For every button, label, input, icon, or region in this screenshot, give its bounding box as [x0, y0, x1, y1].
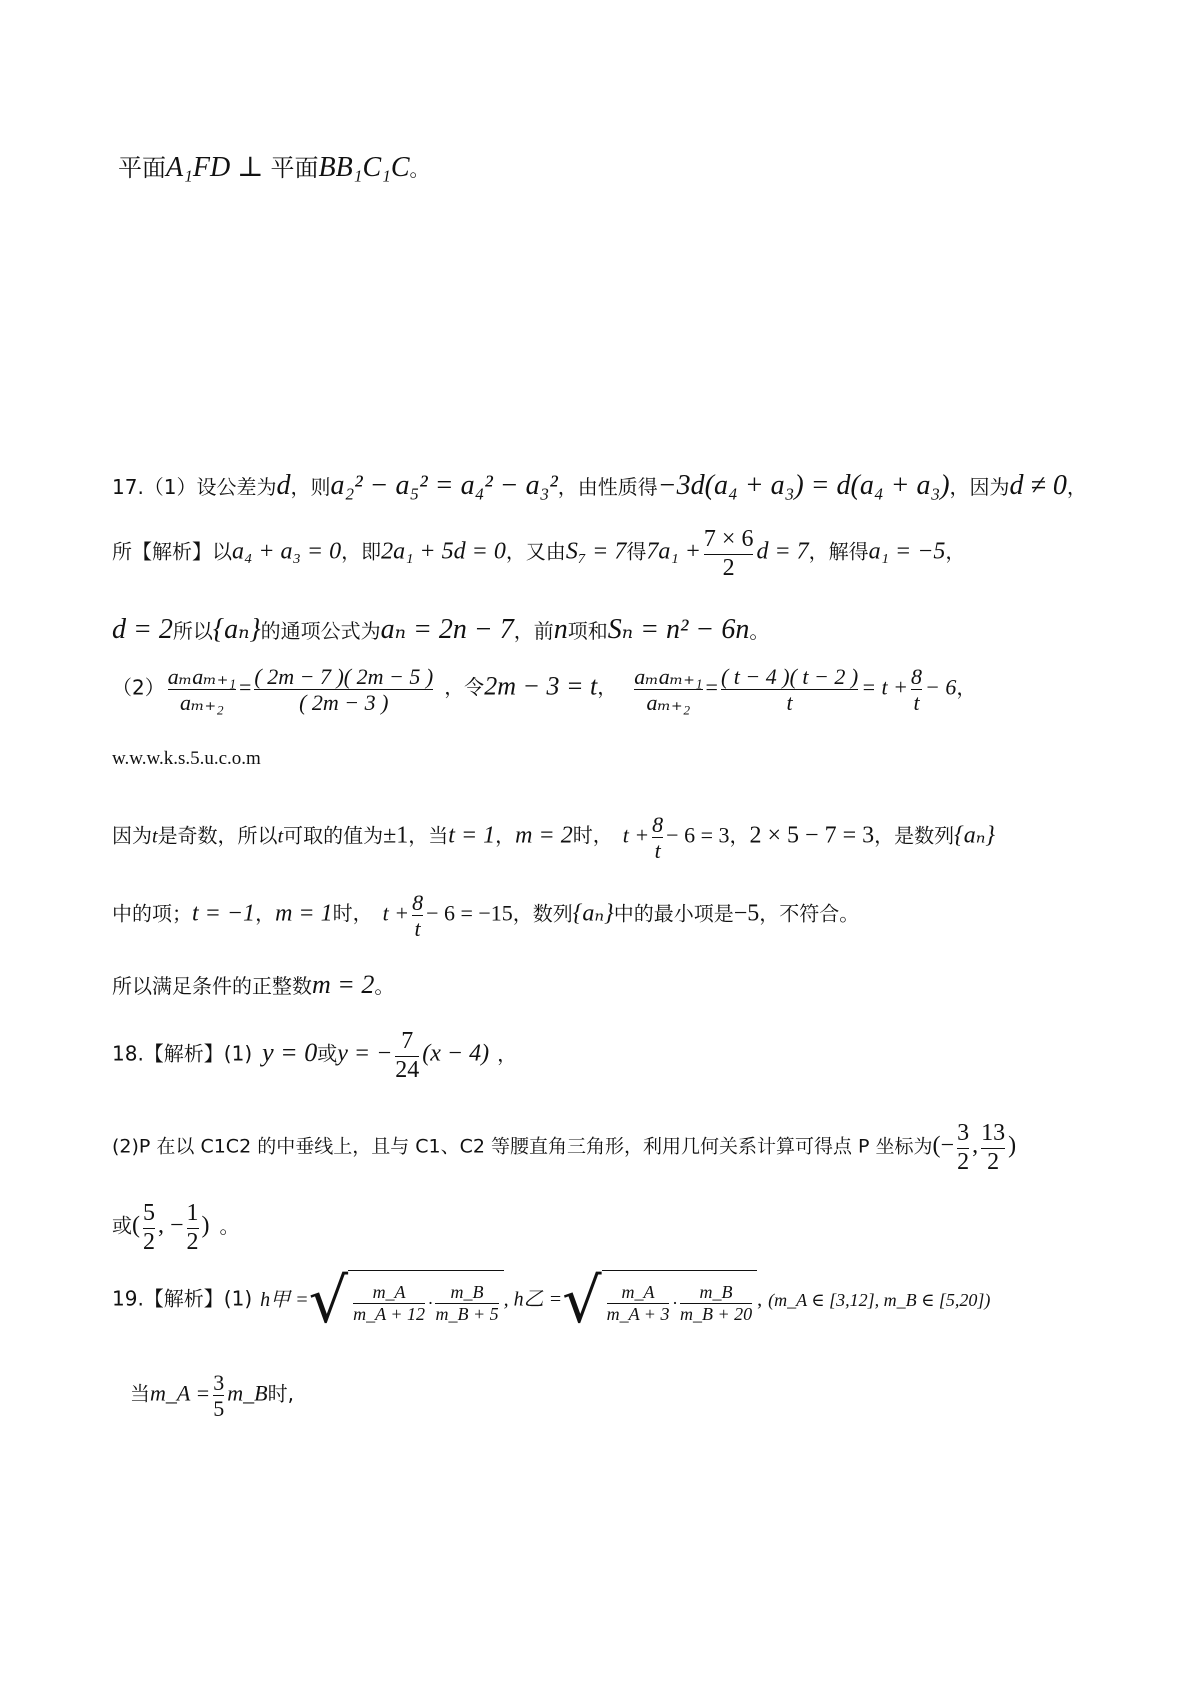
p17-line-2 [112, 526, 965, 582]
p17-line-4 [112, 664, 976, 716]
text: ，前 [513, 619, 554, 643]
math-expr: m = 2 [312, 970, 375, 999]
text: ，则 [290, 475, 331, 499]
text: ，因为 [949, 475, 1010, 499]
math-expr: d = 7 [756, 538, 809, 565]
equals-sign: = [705, 674, 718, 700]
text: 可取的值为 [283, 823, 384, 848]
text: ，是数列 [874, 823, 955, 848]
fraction-numerator: 8 [412, 890, 424, 915]
fraction-denominator: ( 2m − 3 ) [254, 689, 433, 715]
fraction [957, 1120, 969, 1176]
radical-sign: √ [562, 1264, 602, 1337]
p17-line-8 [112, 970, 394, 1000]
math-expr: m = 1 [275, 900, 333, 927]
fraction-numerator: m_B [699, 1282, 733, 1303]
text: 中的项； [112, 901, 192, 926]
fraction-numerator: 5 [143, 1200, 155, 1226]
text: 因为 [112, 823, 152, 848]
text: 或 [112, 1213, 132, 1238]
text: 。 [749, 619, 770, 643]
fraction-denominator: 2 [143, 1228, 155, 1255]
math-expr: m_B [227, 1380, 268, 1406]
fraction [634, 664, 702, 716]
text: ，解得 [808, 539, 869, 564]
fraction [435, 1282, 498, 1324]
fraction-numerator: 8 [652, 812, 664, 837]
math-expr: m_A = [150, 1380, 211, 1406]
fraction-denominator: aₘ₊₂ [634, 689, 702, 715]
fraction-denominator: t [721, 689, 858, 715]
math-expr: h甲 = [260, 1288, 309, 1311]
p18-line-1 [112, 1028, 517, 1084]
text: 项和 [567, 619, 608, 643]
math-expr: (x − 4) [422, 1040, 490, 1067]
text: 平面 [118, 154, 166, 182]
text: ， [497, 1041, 518, 1066]
math-expr: d = 2 [112, 614, 173, 645]
math-expr: , h乙 = [503, 1288, 563, 1311]
math-expr: 2m − 3 = t [484, 671, 598, 701]
math-expr: 7a₁ + [646, 538, 701, 565]
fraction [911, 664, 922, 716]
math-expr: t + [382, 900, 410, 926]
math-expr: t = −1 [192, 900, 256, 927]
math-expr: {aₙ} [212, 614, 261, 645]
fraction-numerator: m_B [450, 1282, 484, 1303]
text: ，当 [408, 823, 449, 848]
math-expr: 2a₁ + 5d = 0 [381, 538, 506, 565]
fraction [168, 664, 236, 716]
fraction [395, 1028, 419, 1084]
math-expr: S₇ = 7 [565, 538, 627, 565]
fraction-numerator: ( t − 4 )( t − 2 ) [720, 664, 859, 689]
text: ，由性质得 [557, 475, 658, 499]
math-expr: −5 [733, 900, 760, 927]
math-expr: BB₁C₁C [318, 152, 410, 183]
math-expr: y = − [337, 1040, 393, 1067]
text: 平面 [270, 154, 319, 182]
fraction-numerator: aₘaₘ₊₁ [167, 664, 236, 689]
math-expr: (m_A ∈ [3,12], m_B ∈ [5,20]) [768, 1289, 991, 1310]
paren: ) [201, 1212, 210, 1239]
text: 所【解析】以 [112, 539, 232, 564]
math-expr: ±1 [383, 822, 409, 849]
math-var: t [152, 825, 158, 848]
paren: ( [132, 1212, 140, 1239]
fraction-numerator: 8 [911, 664, 922, 689]
radicand [602, 1270, 757, 1332]
fraction-denominator: 2 [957, 1148, 970, 1175]
dot: · [672, 1293, 677, 1313]
text: 的通项公式为 [260, 619, 381, 643]
comma: , [972, 1132, 979, 1159]
square-root [308, 1264, 504, 1337]
fraction [704, 526, 754, 582]
comma: , − [158, 1212, 184, 1239]
square-root [562, 1264, 757, 1337]
math-expr: a₄ + a₃ = 0 [232, 538, 342, 565]
fraction-numerator: m_A [621, 1282, 655, 1303]
fraction-numerator: aₘaₘ₊₁ [634, 664, 703, 689]
text: (2)P 在以 C1C2 的中垂线上，且与 C1、C2 等腰直角三角形，利用几何关系计算可得点 P 坐标为 [112, 1135, 933, 1158]
text: ， [1066, 475, 1087, 499]
fraction-denominator: aₘ₊₂ [168, 689, 236, 715]
text: ， [495, 823, 516, 848]
math-var: n [553, 614, 568, 645]
text: 。 [374, 974, 395, 998]
fraction-numerator: 7 × 6 [703, 526, 754, 552]
fraction-denominator: 5 [213, 1396, 225, 1422]
fraction-denominator: 2 [186, 1228, 199, 1255]
fraction [652, 812, 663, 864]
text: ，数列 [512, 901, 573, 926]
statement-plane-perpendicular [118, 148, 430, 184]
text: 所以 [172, 619, 213, 643]
math-expr: t = 1 [448, 822, 496, 849]
math-expr: a₂² − a₅² = a₄² − a₃² [330, 470, 558, 501]
fraction-numerator: ( 2m − 7 )( 2m − 5 ) [254, 664, 434, 689]
dot: · [427, 1293, 433, 1313]
equals-sign: = [238, 674, 252, 700]
math-var: d [276, 470, 291, 501]
fraction [143, 1200, 155, 1256]
p17-line-1 [112, 470, 1087, 502]
fraction-numerator: 3 [957, 1120, 970, 1146]
problem-number: 17.（1）设公差为 [112, 475, 277, 499]
fraction-denominator: m_B + 5 [435, 1304, 499, 1324]
p19-line-1 [112, 1264, 991, 1337]
fraction-denominator: m_A + 12 [353, 1304, 425, 1324]
fraction-denominator: 24 [395, 1056, 420, 1083]
math-expr: t + [622, 822, 650, 848]
fraction [213, 1370, 224, 1422]
text: ， [597, 675, 618, 700]
text: ， [729, 823, 750, 848]
math-expr: = t + [861, 674, 908, 700]
math-expr: d ≠ 0 [1009, 470, 1067, 501]
text: ，令 [444, 675, 485, 700]
fraction-denominator: t [412, 915, 423, 941]
p17-line-7 [112, 890, 859, 942]
fraction [353, 1282, 425, 1324]
math-expr: Sₙ = n² − 6n [607, 614, 750, 645]
fraction-numerator: 3 [213, 1370, 225, 1395]
fraction-numerator: 7 [401, 1028, 414, 1054]
paren: ) [1008, 1132, 1017, 1159]
text: 时, [267, 1381, 294, 1406]
radical-sign: √ [308, 1264, 349, 1337]
text: 时， [572, 823, 613, 848]
problem-number: 19.【解析】(1) [112, 1286, 253, 1311]
fraction [721, 664, 858, 716]
math-expr: −3d(a₄ + a₃) = d(a₄ + a₃) [657, 470, 950, 501]
math-expr: {aₙ} [954, 822, 996, 849]
text: ， [945, 539, 966, 564]
text: 或 [317, 1041, 338, 1066]
fraction-numerator: 13 [981, 1120, 1006, 1146]
text: 是奇数，所以 [157, 823, 278, 848]
fraction-denominator: m_B + 20 [679, 1304, 753, 1324]
fraction [680, 1282, 752, 1324]
p17-line-6 [112, 812, 995, 864]
fraction [412, 890, 423, 942]
fraction [187, 1200, 199, 1256]
watermark-url: w.w.w.k.s.5.u.c.o.m [112, 748, 261, 769]
text: ，又由 [505, 539, 566, 564]
math-expr: A₁FD ⊥ [166, 152, 271, 183]
p18-line-2 [112, 1120, 1016, 1176]
math-expr: 2 × 5 − 7 = 3 [749, 822, 875, 849]
math-expr: aₙ = 2n − 7 [380, 614, 514, 645]
fraction-denominator: m_A + 3 [606, 1304, 670, 1324]
math-expr: a₁ = −5 [868, 538, 946, 565]
math-expr: − 6 = 3 [666, 822, 730, 848]
text: ，即 [341, 539, 382, 564]
text: 得 [626, 539, 647, 564]
fraction-denominator: 2 [981, 1148, 1005, 1177]
p17-line-3 [112, 612, 769, 646]
fraction-denominator: 2 [704, 554, 754, 583]
math-expr: y = 0 [262, 1037, 318, 1067]
text: 时， [332, 901, 373, 926]
fraction-numerator: m_A [372, 1282, 406, 1303]
part-label: （2） [112, 675, 165, 700]
problem-number: 18.【解析】(1) [112, 1041, 253, 1066]
paren: (− [932, 1132, 955, 1159]
radicand [348, 1270, 503, 1332]
text: 当 [130, 1381, 150, 1406]
text: 所以满足条件的正整数 [112, 974, 312, 998]
fraction-numerator: 1 [186, 1200, 199, 1226]
text: 。 [409, 157, 430, 181]
fraction [981, 1120, 1005, 1176]
text: 中的最小项是 [613, 901, 734, 926]
text: ， [956, 675, 977, 700]
text: 。 [219, 1213, 240, 1238]
math-expr: m = 2 [515, 822, 573, 849]
text: ，不符合。 [759, 901, 860, 926]
math-expr: {aₙ} [572, 900, 614, 927]
text: ， [255, 901, 276, 926]
math-var: t [277, 825, 284, 848]
fraction-denominator: t [911, 689, 922, 715]
fraction-denominator: t [652, 837, 663, 863]
comma: , [757, 1288, 763, 1311]
math-expr: − 6 [925, 674, 957, 700]
p18-line-3 [112, 1200, 240, 1256]
fraction [607, 1282, 670, 1324]
fraction [254, 664, 433, 716]
math-expr: − 6 = −15 [426, 900, 513, 926]
p19-line-2 [130, 1370, 294, 1422]
